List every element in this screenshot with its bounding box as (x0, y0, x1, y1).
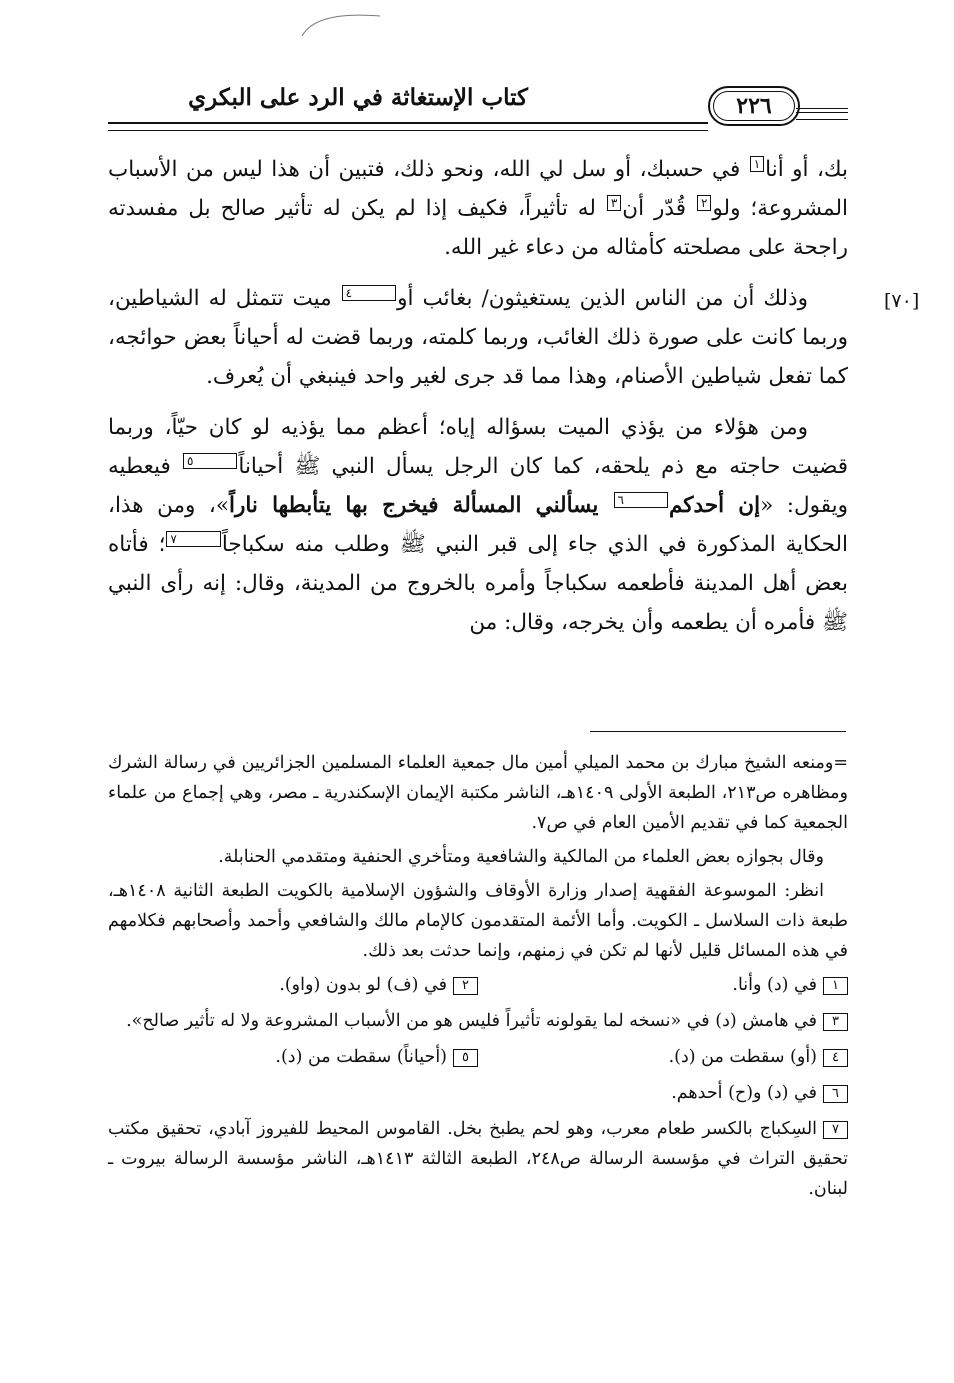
text-run: »، ومن هذا، الحكاية المذكورة في الذي جاء إلى قبر النبي ﷺ وطلب منه سكباجاً (108, 493, 848, 557)
paragraph-1 (108, 150, 848, 267)
footnote-item (108, 970, 478, 1000)
hadith-text: إن أحدكم (669, 493, 761, 518)
footnote-item (108, 1078, 848, 1108)
footnote-number: ٢ (453, 977, 478, 995)
text-run: في حسبك، أو سل لي الله، ونحو ذلك، فتبين أن هذا ليس من الأسباب المشروعة؛ ولو (108, 157, 848, 221)
footnote-ref: ٥ (183, 453, 237, 469)
footnote-row (108, 970, 848, 1000)
text-run: قُدّر أن (622, 196, 696, 221)
footnotes (108, 748, 848, 1210)
footnote-text: في هامش (د) في «نسخه لما يقولونه تأثيراً فليس هو من الأسباب المشروعة ولا له تأثير صالح». (126, 1011, 818, 1031)
text-run: بك، أو أنا (765, 157, 848, 182)
footnote-number: ٥ (453, 1049, 478, 1067)
footnote-ref: ٧ (166, 531, 220, 547)
pen-scribble-mark (300, 8, 390, 38)
footnote-text: في (د) و(ح) أحدهم. (671, 1083, 818, 1103)
footnote-item (478, 1042, 848, 1072)
footnote-continuation: وقال بجوازه بعض العلماء من المالكية والشافعية ومتأخري الحنفية ومتقدمي الحنابلة. (218, 847, 824, 867)
text-run: ميت تتمثل له الشياطين، وربما كانت على صورة ذلك الغائب، وربما كلمته، وربما قضت له أحياناً بعض حوائجه، كما تفعل شياطين الأصنام، وهذا مما قد جرى لغير واحد فينبغي أن يُعرف. (108, 286, 848, 389)
text-run: فيعطيه ويقول: « (108, 454, 849, 518)
footnote-text: (أحياناً) سقطت من (د). (275, 1047, 448, 1067)
footnote-continuation: انظر: الموسوعة الفقهية إصدار وزارة الأوقاف والشؤون الإسلامية بالكويت الطبعة الثانية ١٤٠٨هـ، طبعة ذات السلاسل ـ الكويت. وأما الأئمة المتقدمون كالإمام مالك والشافعي وأحمد وأصحابهم فكلامهم في هذه المسائل قليل لأنها لم تكن في زمنهم، وإنما حدثت بعد ذلك. (108, 881, 848, 961)
footnote-item (478, 970, 848, 1000)
footnote-number: ٤ (823, 1049, 848, 1067)
text-run: وذلك أن من الناس الذين يستغيثون/ بغائب أو (397, 286, 808, 311)
footnote-text: (أو) سقطت من (د). (668, 1047, 818, 1067)
page-number: ٢٢٦ (736, 93, 772, 119)
paragraph-2 (108, 279, 848, 396)
footnote-text: السِكباج بالكسر طعام معرب، وهو لحم يطبخ بخل. القاموس المحيط للفيروز آبادي، تحقيق مكتب تحقيق التراث في مؤسسة الرسالة ص٢٤٨، الطبعة الثالثة ١٤١٣هـ، الناشر مؤسسة الرسالة بيروت ـ لبنان. (108, 1119, 849, 1199)
manuscript-folio-marker: [٧٠] (884, 290, 920, 312)
book-title: كتاب الإستغاثة في الرد على البكري (188, 84, 528, 111)
footnote-ref: ٢ (697, 195, 711, 211)
text-run: له تأثيراً، فكيف إذا لم يكن له تأثير صالح بل مفسدته راجحة على مصلحته كأمثاله من دعاء غير الله. (108, 196, 848, 260)
hadith-text: يسألني المسألة فيخرج بها يتأبطها ناراً (229, 493, 613, 518)
page-header (108, 78, 848, 132)
header-rule-short (796, 108, 848, 120)
page-number-badge (708, 86, 800, 126)
header-rule (108, 122, 708, 131)
footnote-ref: ٣ (607, 195, 621, 211)
footnote-number: ٧ (823, 1121, 848, 1139)
paragraph-3 (108, 408, 848, 642)
footnote-number: ٦ (823, 1085, 848, 1103)
footnote-item (108, 1006, 848, 1036)
footnote-text: في (ف) لو بدون (واو). (279, 975, 448, 995)
footnote-text: في (د) وأنا. (732, 975, 818, 995)
footnote-item (108, 1114, 848, 1204)
footnote-ref: ١ (750, 156, 764, 172)
footnote-number: ١ (823, 977, 848, 995)
footnote-ref: ٤ (342, 285, 396, 301)
text-run: ومن هؤلاء من يؤذي الميت بسؤاله إياه؛ أعظم مما يؤذيه لو كان حيّاً، وربما قضيت حاجته مع ذم يلحقه، كما كان الرجل يسأل النبي ﷺ أحياناً (108, 415, 849, 479)
footnote-continuation: =ومنعه الشيخ مبارك بن محمد الميلي أمين مال جمعية العلماء المسلمين الجزائريين في رسالة الشرك ومظاهره ص٢١٣، الطبعة الأولى ١٤٠٩هـ، الناشر مكتبة الإيمان الإسكندرية ـ مصر، وهي إجماع من علماء الجمعية كما في تقديم الأمين العام في ص٧. (108, 753, 848, 833)
footnote-ref: ٦ (614, 492, 668, 508)
text-run: ؛ فأتاه بعض أهل المدينة فأطعمه سكباجاً وأمره بالخروج من المدينة، وقال: إنه رأى النبي ﷺ فأمره أن يطعمه وأن يخرجه، وقال: من (108, 532, 848, 635)
footnote-separator (590, 731, 846, 732)
footnote-number: ٣ (823, 1013, 848, 1031)
main-text (108, 150, 848, 654)
footnote-row (108, 1042, 848, 1072)
footnote-item (108, 1042, 478, 1072)
